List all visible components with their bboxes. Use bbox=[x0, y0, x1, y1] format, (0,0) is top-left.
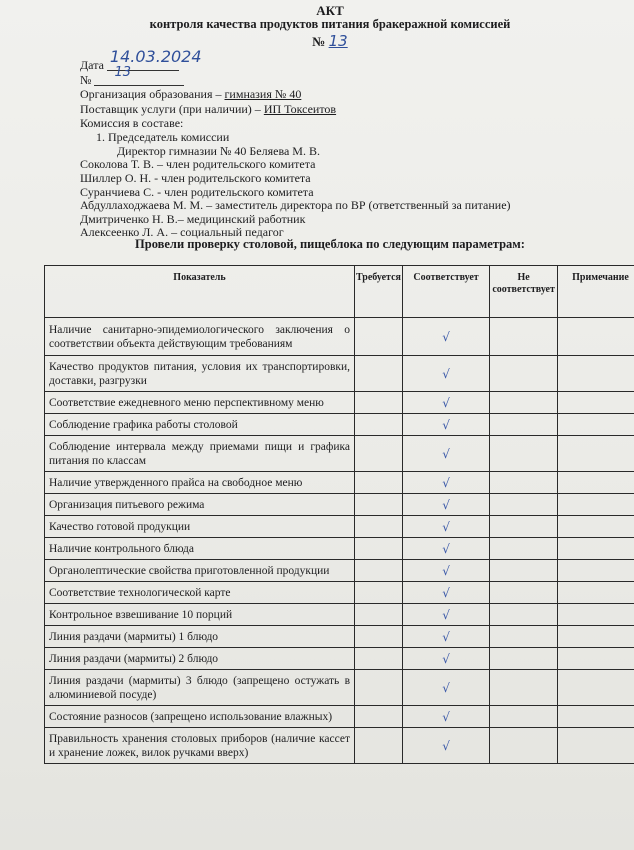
cell-note bbox=[558, 414, 634, 436]
table-row bbox=[45, 538, 634, 560]
cell-required bbox=[355, 436, 403, 472]
member-6: Алексеенко Л. А. – социальный педагог bbox=[80, 225, 284, 239]
table-row bbox=[45, 728, 634, 764]
cell-required bbox=[355, 318, 403, 356]
cell-note bbox=[558, 706, 634, 728]
cell-noncompliant bbox=[490, 626, 558, 648]
check-mark-icon: √ bbox=[442, 519, 450, 534]
cell-note bbox=[558, 604, 634, 626]
table-row bbox=[45, 472, 634, 494]
organization-label: Организация образования – bbox=[80, 87, 225, 101]
cell-noncompliant bbox=[490, 356, 558, 392]
col-indicator: Показатель bbox=[45, 266, 355, 318]
cell-compliant bbox=[402, 648, 489, 670]
cell-required bbox=[355, 648, 403, 670]
table-row bbox=[45, 516, 634, 538]
cell-noncompliant bbox=[490, 582, 558, 604]
cell-note bbox=[558, 626, 634, 648]
table-row bbox=[45, 318, 634, 356]
cell-required bbox=[355, 494, 403, 516]
table-row bbox=[45, 648, 634, 670]
cell-noncompliant bbox=[490, 538, 558, 560]
cell-note bbox=[558, 436, 634, 472]
row-indicator-text: Правильность хранения столовых приборов (наличие кассет и хранение ложек, вилок ручками вверх) bbox=[45, 728, 355, 764]
cell-required bbox=[355, 728, 403, 764]
row-indicator-text: Соблюдение интервала между приемами пищи и графика питания по классам bbox=[45, 436, 355, 472]
cell-required bbox=[355, 356, 403, 392]
cell-compliant bbox=[402, 494, 489, 516]
cell-noncompliant bbox=[490, 560, 558, 582]
table-row bbox=[45, 626, 634, 648]
check-mark-icon: √ bbox=[442, 585, 450, 600]
cell-required bbox=[355, 560, 403, 582]
row-indicator-text: Состояние разносов (запрещено использование влажных) bbox=[45, 706, 355, 728]
organization-value: гимназия № 40 bbox=[224, 87, 302, 101]
document-subtitle: контроля качества продуктов питания бракеражной комиссией bbox=[149, 17, 511, 31]
cell-note bbox=[558, 392, 634, 414]
cell-note bbox=[558, 560, 634, 582]
col-note: Примечание bbox=[558, 266, 634, 318]
check-mark-icon: √ bbox=[442, 651, 450, 666]
cell-required bbox=[355, 414, 403, 436]
cell-noncompliant bbox=[490, 318, 558, 356]
check-mark-icon: √ bbox=[442, 417, 450, 432]
number-label: № bbox=[80, 73, 92, 87]
member-5: Дмитриченко Н. В.– медицинский работник bbox=[80, 212, 306, 226]
table-row bbox=[45, 392, 634, 414]
cell-note bbox=[558, 670, 634, 706]
col-compliant: Соответствует bbox=[402, 266, 489, 318]
act-number-label: № bbox=[312, 34, 326, 49]
check-mark-icon: √ bbox=[442, 607, 450, 622]
cell-note bbox=[558, 356, 634, 392]
cell-compliant bbox=[402, 706, 489, 728]
cell-noncompliant bbox=[490, 604, 558, 626]
row-indicator-text: Наличие утвержденного прайса на свободное меню bbox=[45, 472, 355, 494]
row-indicator-text: Органолептические свойства приготовленной продукции bbox=[45, 560, 355, 582]
table-row bbox=[45, 670, 634, 706]
cell-note bbox=[558, 472, 634, 494]
col-noncompliant: Не соответствует bbox=[490, 266, 558, 318]
table-row bbox=[45, 436, 634, 472]
row-indicator-text: Организация питьевого режима bbox=[45, 494, 355, 516]
row-indicator-text: Качество готовой продукции bbox=[45, 516, 355, 538]
date-handwritten: 14.03.2024 bbox=[109, 47, 202, 66]
cell-compliant bbox=[402, 728, 489, 764]
member-4: Абдуллаходжаева М. М. – заместитель директора по ВР (ответственный за питание) bbox=[80, 198, 511, 212]
table-heading: Провели проверку столовой, пищеблока по следующим параметрам: bbox=[135, 237, 525, 251]
table-header-row bbox=[45, 266, 634, 318]
cell-note bbox=[558, 318, 634, 356]
row-indicator-text: Наличие санитарно-эпидемиологического заключения о соответствии объекта действующим требованиям bbox=[45, 318, 355, 356]
cell-note bbox=[558, 538, 634, 560]
table-row bbox=[45, 706, 634, 728]
inspection-table bbox=[44, 265, 634, 764]
cell-compliant bbox=[402, 318, 489, 356]
row-indicator-text: Соответствие технологической карте bbox=[45, 582, 355, 604]
cell-compliant bbox=[402, 670, 489, 706]
cell-note bbox=[558, 728, 634, 764]
check-mark-icon: √ bbox=[442, 541, 450, 556]
col-required: Требуется bbox=[355, 266, 403, 318]
cell-required bbox=[355, 516, 403, 538]
cell-noncompliant bbox=[490, 494, 558, 516]
check-mark-icon: √ bbox=[442, 680, 450, 695]
cell-noncompliant bbox=[490, 670, 558, 706]
chair-name: Директор гимназии № 40 Беляева М. В. bbox=[117, 144, 320, 158]
check-mark-icon: √ bbox=[442, 366, 450, 381]
check-mark-icon: √ bbox=[442, 563, 450, 578]
cell-noncompliant bbox=[490, 472, 558, 494]
cell-required bbox=[355, 538, 403, 560]
table-row bbox=[45, 494, 634, 516]
member-1: Соколова Т. В. – член родительского комитета bbox=[80, 157, 316, 171]
check-mark-icon: √ bbox=[442, 395, 450, 410]
act-number-handwritten: 13 bbox=[328, 32, 348, 50]
cell-compliant bbox=[402, 414, 489, 436]
document-title: АКТ bbox=[316, 3, 344, 18]
cell-compliant bbox=[402, 626, 489, 648]
cell-required bbox=[355, 670, 403, 706]
cell-noncompliant bbox=[490, 728, 558, 764]
check-mark-icon: √ bbox=[442, 629, 450, 644]
number-field bbox=[94, 65, 184, 86]
cell-compliant bbox=[402, 436, 489, 472]
cell-compliant bbox=[402, 560, 489, 582]
cell-required bbox=[355, 582, 403, 604]
member-2: Шиллер О. Н. - член родительского комитета bbox=[80, 171, 311, 185]
check-mark-icon: √ bbox=[442, 497, 450, 512]
chair-label: 1. Председатель комиссии bbox=[96, 130, 230, 144]
supplier-label: Поставщик услуги (при наличии) – bbox=[80, 102, 264, 116]
check-mark-icon: √ bbox=[442, 475, 450, 490]
check-mark-icon: √ bbox=[442, 738, 450, 753]
row-indicator-text: Соответствие ежедневного меню перспективному меню bbox=[45, 392, 355, 414]
cell-noncompliant bbox=[490, 516, 558, 538]
member-3: Суранчиева С. - член родительского комитета bbox=[80, 185, 314, 199]
cell-required bbox=[355, 626, 403, 648]
cell-compliant bbox=[402, 538, 489, 560]
row-indicator-text: Соблюдение графика работы столовой bbox=[45, 414, 355, 436]
organization-line bbox=[80, 87, 301, 102]
cell-required bbox=[355, 706, 403, 728]
row-indicator-text: Качество продуктов питания, условия их транспортировки, доставки, разгрузки bbox=[45, 356, 355, 392]
cell-compliant bbox=[402, 516, 489, 538]
row-indicator-text: Линия раздачи (мармиты) 3 блюдо (запрещено остужать в алюминиевой посуде) bbox=[45, 670, 355, 706]
cell-note bbox=[558, 582, 634, 604]
cell-note bbox=[558, 516, 634, 538]
cell-compliant bbox=[402, 356, 489, 392]
check-mark-icon: √ bbox=[442, 446, 450, 461]
cell-noncompliant bbox=[490, 414, 558, 436]
table-row bbox=[45, 604, 634, 626]
cell-note bbox=[558, 648, 634, 670]
cell-compliant bbox=[402, 472, 489, 494]
row-indicator-text: Линия раздачи (мармиты) 1 блюдо bbox=[45, 626, 355, 648]
cell-compliant bbox=[402, 604, 489, 626]
row-indicator-text: Контрольное взвешивание 10 порций bbox=[45, 604, 355, 626]
cell-compliant bbox=[402, 582, 489, 604]
supplier-value: ИП Токсеитов bbox=[263, 102, 337, 116]
cell-note bbox=[558, 494, 634, 516]
commission-label: Комиссия в составе: bbox=[80, 116, 184, 130]
row-indicator-text: Линия раздачи (мармиты) 2 блюдо bbox=[45, 648, 355, 670]
table-row bbox=[45, 582, 634, 604]
cell-compliant bbox=[402, 392, 489, 414]
number-handwritten: 13 bbox=[114, 65, 131, 80]
row-indicator-text: Наличие контрольного блюда bbox=[45, 538, 355, 560]
cell-noncompliant bbox=[490, 648, 558, 670]
cell-noncompliant bbox=[490, 706, 558, 728]
supplier-line bbox=[80, 102, 336, 117]
cell-required bbox=[355, 604, 403, 626]
cell-noncompliant bbox=[490, 436, 558, 472]
date-label: Дата bbox=[80, 58, 104, 72]
table-row bbox=[45, 414, 634, 436]
table-row bbox=[45, 356, 634, 392]
cell-required bbox=[355, 392, 403, 414]
check-mark-icon: √ bbox=[442, 329, 450, 344]
cell-noncompliant bbox=[490, 392, 558, 414]
act-number bbox=[0, 32, 634, 50]
table-row bbox=[45, 560, 634, 582]
check-mark-icon: √ bbox=[442, 709, 450, 724]
cell-required bbox=[355, 472, 403, 494]
